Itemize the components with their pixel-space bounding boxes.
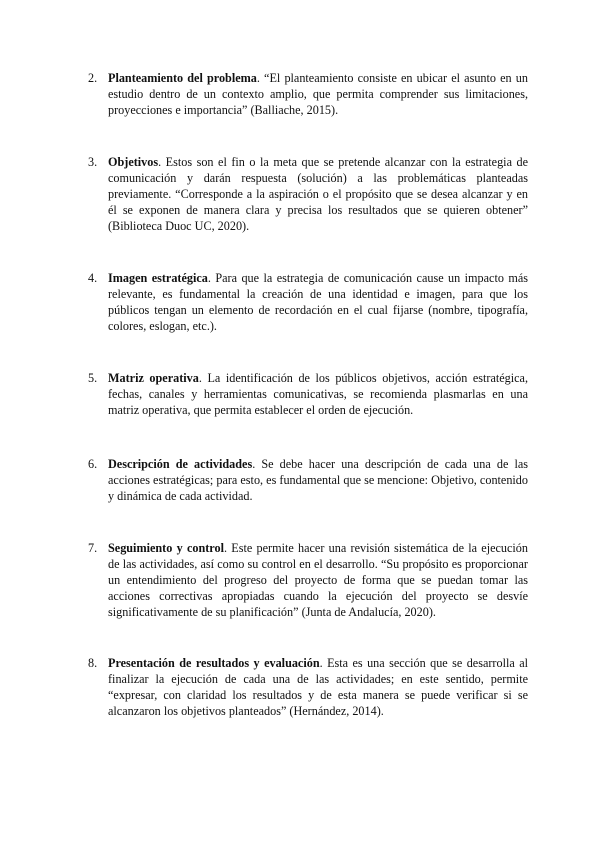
list-item-seguimiento-control bbox=[88, 540, 528, 620]
item-number: 4. bbox=[88, 271, 98, 285]
list-item-imagen-estrategica bbox=[88, 270, 528, 334]
item-number: 3. bbox=[88, 155, 98, 169]
list-item-descripcion-actividades bbox=[88, 456, 528, 504]
list-item-presentacion-resultados bbox=[88, 655, 528, 719]
item-text: . Estos son el fin o la meta que se pretende alcanzar con la estrategia de comunicación y darán respuesta (solución) a las problemáticas planteadas previamente. “Corresponde a la aspiración o el propósito que se desea alcanzar y en él se exponen de manera clara y precisa los resultados que se quieren obtener” (Biblioteca Duoc UC, 2020). bbox=[108, 155, 528, 233]
item-number: 8. bbox=[88, 656, 98, 670]
item-term: Seguimiento y control bbox=[108, 541, 224, 555]
item-body bbox=[108, 70, 528, 118]
list-item-planteamiento bbox=[88, 70, 528, 118]
item-text: . Para que la estrategia de comunicación cause un impacto más relevante, es fundamental la creación de una identidad e imagen, para que los públicos tengan un elemento de recordación en el cual fijarse (nombre, tipografía, colores, eslogan, etc.). bbox=[108, 271, 528, 333]
item-body bbox=[108, 370, 528, 418]
item-text: . Este permite hacer una revisión sistemática de la ejecución de las actividades, así como su control en el desarrollo. “Su propósito es proporcionar un entendimiento del progreso del proyecto de forma que se puedan tomar las acciones correctivas apropiadas cuando la ejecución del proyecto se desvíe significativamente de su planificación” (Junta de Andalucía, 2020). bbox=[108, 541, 528, 619]
item-term: Planteamiento del problema bbox=[108, 71, 257, 85]
list-item-matriz-operativa bbox=[88, 370, 528, 418]
item-text: . Se debe hacer una descripción de cada una de las acciones estratégicas; para esto, es fundamental que se mencione: Objetivo, contenido y dinámica de cada actividad. bbox=[108, 457, 529, 503]
item-number: 5. bbox=[88, 371, 98, 385]
item-term: Imagen estratégica bbox=[108, 271, 208, 285]
item-term: Objetivos bbox=[108, 155, 159, 169]
item-term: Matriz operativa bbox=[108, 371, 199, 385]
item-body bbox=[108, 154, 528, 234]
item-number: 2. bbox=[88, 71, 98, 85]
item-body bbox=[108, 655, 528, 719]
item-text: . La identificación de los públicos objetivos, acción estratégica, fechas, canales y herramientas comunicativas, se recomienda plasmarlas en una matriz operativa, que permita establecer el orden de ejecución. bbox=[108, 371, 529, 417]
item-term: Presentación de resultados y evaluación bbox=[108, 656, 320, 670]
item-body bbox=[108, 270, 528, 334]
item-body bbox=[108, 456, 528, 504]
item-body bbox=[108, 540, 528, 620]
item-text: . Esta es una sección que se desarrolla al finalizar la ejecución de cada una de las actividades; en este sentido, permite “expresar, con claridad los resultados y de esta manera se puede verificar si se alcanzaron los objetivos planteados” (Hernández, 2014). bbox=[108, 656, 528, 718]
item-text: . “El planteamiento consiste en ubicar el asunto en un estudio dentro de un contexto amplio, que permita comprender sus limitaciones, proyecciones e importancia” (Balliache, 2015). bbox=[108, 71, 528, 117]
item-number: 7. bbox=[88, 541, 98, 555]
item-number: 6. bbox=[88, 457, 98, 471]
list-item-objetivos bbox=[88, 154, 528, 234]
item-term: Descripción de actividades bbox=[108, 457, 253, 471]
